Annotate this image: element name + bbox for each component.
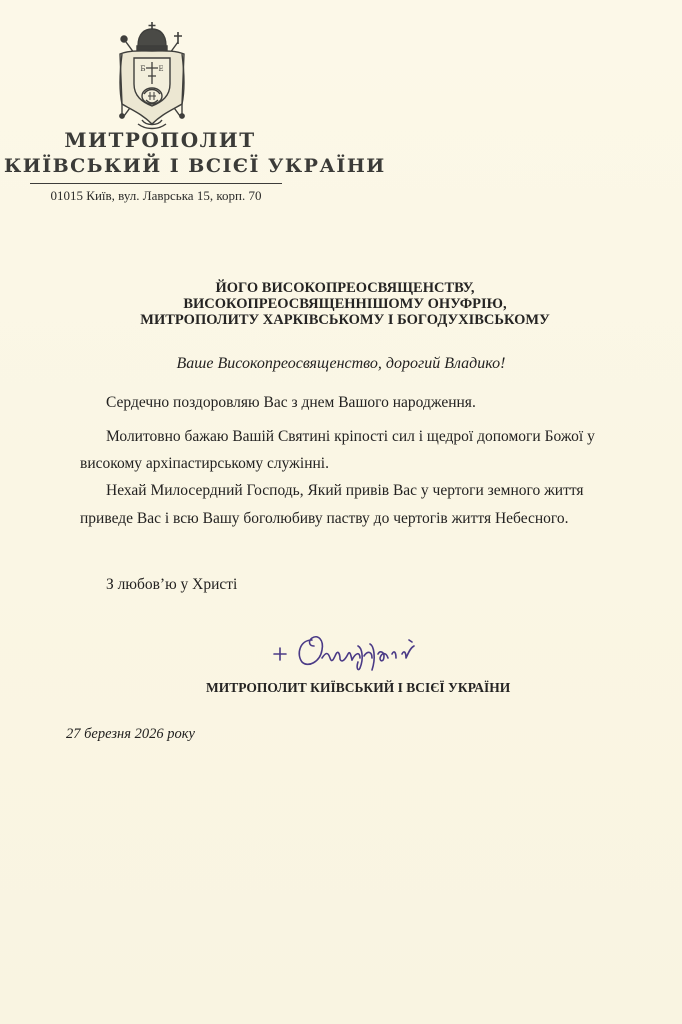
body-paragraph-2-line2: високому архіпастирському служінні. — [80, 455, 329, 472]
body-paragraph-3-line2: приведе Вас і всю Вашу боголюбиву паству до чертогів життя Небесного. — [80, 510, 569, 527]
letterhead-divider — [30, 183, 282, 184]
addressee-line2: ВИСОКОПРЕОСВЯЩЕННІШОМУ ОНУФРІЮ, — [183, 296, 507, 312]
addressee-line3: МИТРОПОЛИТУ ХАРКІВСЬКОМУ І БОГОДУХІВСЬКОМУ — [140, 312, 550, 328]
letterhead-title-line2: КИЇВСЬКИЙ І ВСІЄЇ УКРАЇНИ — [4, 155, 386, 177]
signature-image — [268, 628, 438, 672]
body-paragraph-1: Сердечно поздоровляю Вас з днем Вашого народження. — [106, 394, 476, 411]
body-paragraph-3-line1: Нехай Милосердний Господь, Який привів Вас у чертоги земного життя — [106, 482, 584, 499]
addressee-line1: ЙОГО ВИСОКОПРЕОСВЯЩЕНСТВУ, — [215, 280, 475, 296]
svg-text:Е: Е — [158, 65, 164, 73]
svg-text:Б: Б — [140, 65, 146, 73]
salutation: Ваше Високопреосвященство, дорогий Владико! — [176, 355, 506, 372]
coat-of-arms-icon — [110, 20, 194, 132]
closing: З любов’ю у Христі — [106, 576, 238, 593]
signer-title: МИТРОПОЛИТ КИЇВСЬКИЙ І ВСІЄЇ УКРАЇНИ — [206, 680, 511, 695]
body-paragraph-2-line1: Молитовно бажаю Вашій Святині кріпості сил і щедрої допомоги Божої у — [106, 428, 595, 445]
letter-date: 27 березня 2026 року — [66, 726, 195, 742]
letterhead-address: 01015 Київ, вул. Лаврська 15, корп. 70 — [50, 188, 262, 203]
letterhead-title-line1: МИТРОПОЛИТ — [64, 128, 256, 152]
